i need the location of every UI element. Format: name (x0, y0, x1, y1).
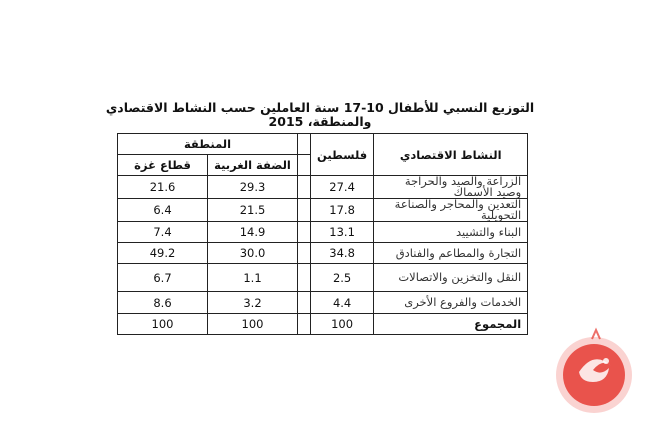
west-bank-cell: 3.2 (208, 292, 298, 314)
activity-cell: التجارة والمطاعم والفنادق (374, 243, 528, 264)
west-bank-cell: 30.0 (208, 243, 298, 264)
table-row (118, 243, 528, 264)
total-label: المجموع (374, 314, 528, 335)
gaza-cell: 6.7 (118, 264, 208, 292)
palestine-cell: 17.8 (311, 199, 374, 222)
table-row (118, 292, 528, 314)
region-header: المنطقة (118, 134, 298, 155)
gaza-cell: 6.4 (118, 199, 208, 222)
activity-cell: الخدمات والفروع الأخرى (374, 292, 528, 314)
west-bank-cell: 29.3 (208, 176, 298, 199)
palestine-cell: 4.4 (311, 292, 374, 314)
gaza-cell: 7.4 (118, 222, 208, 243)
activity-header: النشاط الاقتصادي (374, 134, 528, 176)
gaza-cell: 49.2 (118, 243, 208, 264)
activity-cell: البناء والتشييد (374, 222, 528, 243)
palestine-header: فلسطين (311, 134, 374, 176)
west-bank-cell: 1.1 (208, 264, 298, 292)
gaza-cell: 21.6 (118, 176, 208, 199)
maan-logo-icon (554, 327, 634, 417)
header-row-region (118, 134, 528, 155)
west-bank-cell: 21.5 (208, 199, 298, 222)
palestine-total-cell: 100 (311, 314, 374, 335)
gaza-cell: 8.6 (118, 292, 208, 314)
west-bank-total-cell: 100 (208, 314, 298, 335)
palestine-cell: 13.1 (311, 222, 374, 243)
table-row (118, 222, 528, 243)
palestine-cell: 2.5 (311, 264, 374, 292)
table-title: التوزيع النسبي للأطفال 10-17 سنة العاملين حسب النشاط الاقتصادي والمنطقة، 2015 (105, 100, 535, 129)
west-bank-header: الضفة الغربية (208, 155, 298, 176)
total-row (118, 314, 528, 335)
west-bank-cell: 14.9 (208, 222, 298, 243)
activity-cell: التعدين والمحاجر والصناعة التحويلية (374, 199, 528, 222)
palestine-cell: 34.8 (311, 243, 374, 264)
gaza-total-cell: 100 (118, 314, 208, 335)
gaza-header: قطاع غزة (118, 155, 208, 176)
table-row (118, 264, 528, 292)
activity-cell: النقل والتخزين والاتصالات (374, 264, 528, 292)
table-row (118, 176, 528, 199)
palestine-cell: 27.4 (311, 176, 374, 199)
table-row (118, 199, 528, 222)
stats-table (117, 133, 528, 335)
activity-cell: الزراعة والصيد والحراجة وصيد الأسماك (374, 176, 528, 199)
